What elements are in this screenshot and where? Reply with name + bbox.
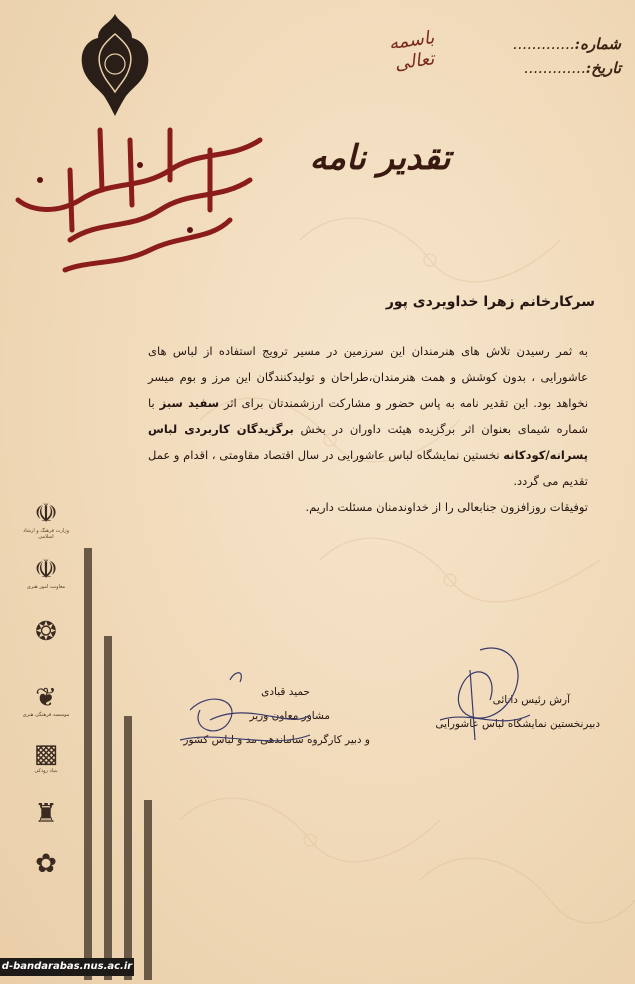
website-watermark: d-bandarabas.nus.ac.ir (0, 958, 134, 976)
sponsor-logo-5 (18, 740, 74, 774)
certificate-title: تقدیر نامه (309, 138, 451, 178)
sponsor-caption-4: موسسه فرهنگی هنری (22, 712, 70, 718)
sponsor-caption-2: معاونت امور هنری (26, 584, 66, 590)
body-line-1: به ثمر رسیدن تلاش های هنرمندان این سرزمین در مسیر ترویج استفاده از لباس های عاشورایی ، بدون کوشش و همت هنرمندان،طراحان و تولیدکنندگان این مرز و بوم میسر نخواهد بود. این تقدیر نامه به پاس حضور و مشارکت ارزشمندتان برای اثر (148, 344, 589, 410)
decorative-bar-2 (104, 636, 112, 980)
sponsor-logo-2 (18, 556, 74, 590)
decorative-bars (78, 540, 158, 980)
work-title: سفید سبز (159, 396, 220, 410)
event-calligraphy-artwork (10, 110, 270, 280)
certificate-body (148, 338, 588, 520)
sponsor-logos (10, 500, 80, 900)
peacock-logo-icon: ❦ (35, 683, 57, 713)
decorative-bar-1 (84, 548, 92, 980)
signatory-left-name: حمید قبادی (261, 686, 310, 698)
date-label: تاریخ: (585, 59, 621, 77)
date-value: ............. (523, 59, 586, 77)
addressee: سرکارخانم زهرا خداویردی پور (385, 294, 595, 310)
signatory-right-role: دبیرنخستین نمایشگاه لباس عاشورایی (435, 718, 600, 730)
sponsor-caption-5: بنیاد رودکی (34, 768, 58, 774)
body-line-3: نخستین نمایشگاه لباس عاشورایی در سال اقتصاد مقاومتی ، اقدام و عمل تقدیم می گردد. (148, 448, 588, 488)
number-value: ............. (512, 35, 575, 53)
sponsor-logo-4 (18, 684, 74, 718)
reference-fields (441, 32, 621, 80)
circular-logo-icon: ❂ (35, 617, 57, 647)
invocation-text: باسمه تعالی (387, 27, 436, 75)
award-category: برگزیدگان کاربردی لباس پسرانه/کودکانه (148, 422, 589, 462)
number-label: شماره: (574, 35, 621, 53)
sponsor-logo-7 (18, 850, 74, 878)
date-field (441, 56, 621, 80)
iran-emblem-icon: ☫ (34, 499, 58, 529)
closing-wish: توفیقات روزافزون جنابعالی را از خداوندمنان مسئلت داریم. (305, 500, 588, 514)
signatory-left-role-2: و دبیر کارگروه ساماندهی مد و لباس کشور (183, 734, 370, 746)
decorative-bar-3 (124, 716, 132, 980)
textile-logo-icon: ♜ (34, 799, 58, 829)
signatory-left-role: مشاور معاون وزیر (249, 710, 330, 722)
body-line-2: با شماره شیمای بعنوان اثر برگزیده هیئت داوران در بخش (148, 396, 588, 436)
square-logo-icon: ▩ (33, 739, 59, 769)
sponsor-logo-1 (18, 500, 74, 540)
signatory-right-name: آرش رئیس دانائی (492, 694, 570, 706)
exhibition-logo-emblem (70, 10, 160, 120)
sponsor-caption-1: وزارت فرهنگ و ارشاد اسلامی (22, 528, 70, 540)
decorative-bar-4 (144, 800, 152, 980)
signature-scribble-left (170, 660, 320, 760)
iran-emblem-icon: ☫ (34, 555, 58, 585)
sponsor-logo-6 (18, 800, 74, 828)
signature-scribble-right (420, 630, 540, 750)
number-field (441, 32, 621, 56)
sponsor-logo-3 (18, 618, 74, 646)
feather-logo-icon: ✿ (35, 849, 57, 879)
